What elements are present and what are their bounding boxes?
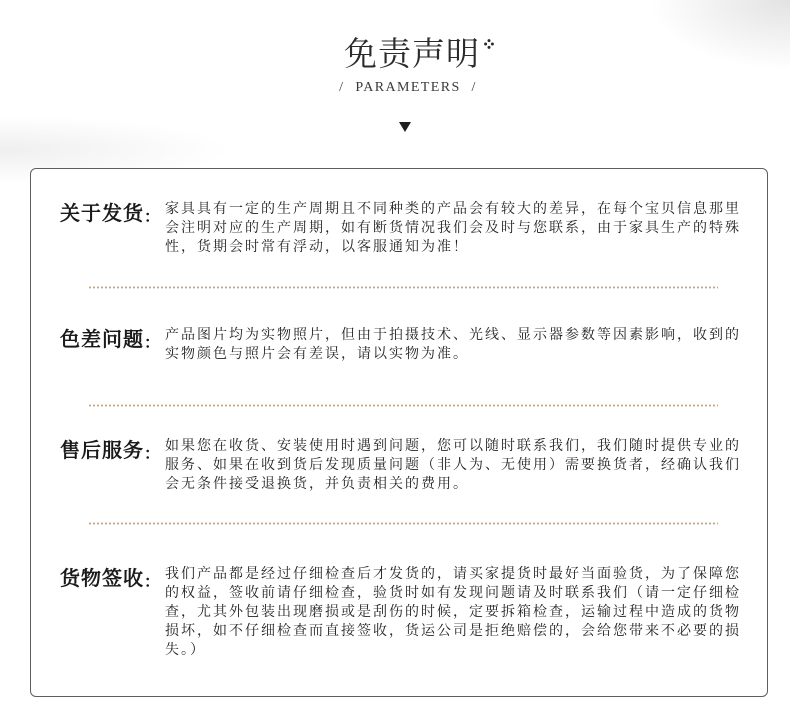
section-label: 关于发货 bbox=[60, 201, 144, 225]
body-line: 我们产品都是经过仔细检查后才发货的，请买家提货时最好当面验货，为了保障您 bbox=[165, 566, 741, 582]
label-colon: ： bbox=[144, 333, 161, 352]
body-line: 实物颜色与照片会有差误，请以实物为准。 bbox=[165, 346, 469, 362]
body-line: 的权益，签收前请仔细检查，验货时如有发现问题请及时联系我们（请一定仔细检 bbox=[165, 585, 741, 601]
dotted-divider bbox=[88, 286, 718, 289]
dotted-divider bbox=[88, 522, 718, 525]
section-shipping bbox=[60, 200, 760, 300]
down-triangle-icon bbox=[399, 122, 411, 132]
body-line: 如果您在收货、安装使用时遇到问题，您可以随时联系我们，我们随时提供专业的 bbox=[165, 438, 741, 454]
body-line: 会无条件接受退换货，并负责相关的费用。 bbox=[165, 476, 469, 492]
title-area bbox=[34, 34, 790, 74]
section-heading bbox=[60, 328, 160, 352]
section-label: 售后服务 bbox=[60, 438, 144, 462]
section-label: 色差问题 bbox=[60, 327, 144, 351]
section-heading bbox=[60, 567, 160, 591]
body-line: 性，货期会时常有浮动，以客服通知为准！ bbox=[165, 239, 469, 255]
label-colon: ： bbox=[144, 572, 161, 591]
body-line: 损坏，如不仔细检查而直接签收，货运公司是拒绝赔偿的，会给您带来不必要的损 bbox=[165, 623, 741, 639]
section-heading bbox=[60, 439, 160, 463]
body-line: 产品图片均为实物照片，但由于拍摄技术、光线、显示器参数等因素影响，收到的 bbox=[165, 327, 741, 343]
section-body bbox=[165, 326, 760, 364]
body-line: 会注明对应的生产周期，如有断货情况我们会及时与您联系，由于家具生产的特殊 bbox=[165, 220, 741, 236]
page-title: 免责声明 bbox=[344, 34, 480, 73]
body-line: 失。） bbox=[165, 642, 206, 658]
label-colon: ： bbox=[144, 444, 161, 463]
section-body bbox=[165, 565, 760, 660]
dotted-divider bbox=[88, 404, 718, 407]
section-label: 货物签收 bbox=[60, 566, 144, 590]
disclaimer-panel bbox=[30, 168, 768, 697]
section-heading bbox=[60, 202, 160, 226]
title-group bbox=[344, 34, 480, 74]
section-body bbox=[165, 200, 760, 257]
section-color-difference bbox=[60, 326, 760, 426]
label-colon: ： bbox=[144, 207, 161, 226]
body-line: 查，尤其外包装出现磨损或是刮伤的时候，定要拆箱检查，运输过程中造成的货物 bbox=[165, 604, 741, 620]
page-subtitle: / PARAMETERS / bbox=[339, 80, 477, 95]
section-delivery-signoff bbox=[60, 565, 760, 665]
diamond-dots-icon bbox=[484, 39, 494, 49]
body-line: 服务、如果在收到货后发现质量问题（非人为、无使用）需要换货者，经确认我们 bbox=[165, 457, 741, 473]
body-line: 家具具有一定的生产周期且不同种类的产品会有较大的差异，在每个宝贝信息那里 bbox=[165, 201, 741, 217]
section-body bbox=[165, 437, 760, 494]
